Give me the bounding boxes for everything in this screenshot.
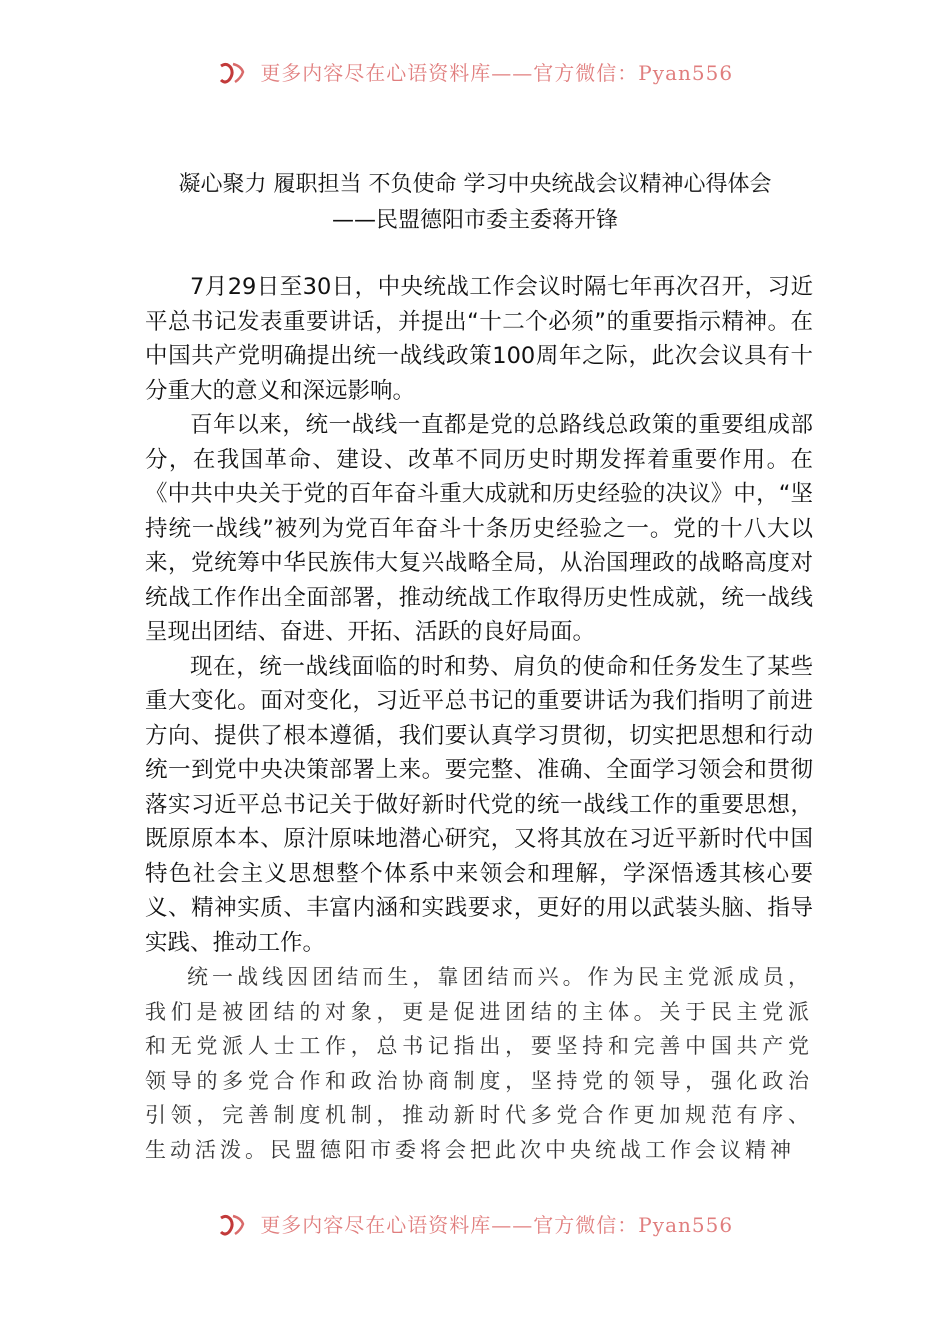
title-author: ——民盟德阳市委主委蒋开锋 [331,208,618,233]
paragraph-1: 7月29日至30日，中央统战工作会议时隔七年再次召开，习近平总书记发表重要讲话，并提出“十二个必须”的重要指示精神。在中国共产党明确提出统一战线政策100周年之际，此次会议具有十分重大的意义和深远影响。 [145,274,813,404]
watermark-text: 更多内容尽在心语资料库——官方微信：Pyan556 [260,1212,734,1237]
document-title [0,167,950,239]
watermark-logo-icon [217,1212,247,1238]
title-main: 凝心聚力 履职担当 不负使命 学习中央统战会议精神心得体会 [178,172,772,197]
watermark-footer [0,1208,950,1238]
watermark-text: 更多内容尽在心语资料库——官方微信：Pyan556 [260,60,734,85]
paragraph-3: 现在，统一战线面临的时和势、肩负的使命和任务发生了某些重大变化。面对变化，习近平总书记的重要讲话为我们指明了前进方向、提供了根本遵循，我们要认真学习贯彻，切实把思想和行动统一到党中央决策部署上来。要完整、准确、全面学习领会和贯彻落实习近平总书记关于做好新时代党的统一战线工作的重要思想，既原原本本、原汁原味地潜心研究，又将其放在习近平新时代中国特色社会主义思想整个体系中来领会和理解，学深悟透其核心要义、精神实质、丰富内涵和实践要求，更好的用以武装头脑、指导实践、推动工作。 [145,653,813,956]
paragraph-2: 百年以来，统一战线一直都是党的总路线总政策的重要组成部分，在我国革命、建设、改革不同历史时期发挥着重要作用。在《中共中央关于党的百年奋斗重大成就和历史经验的决议》中，“坚持统一战线”被列为党百年奋斗十条历史经验之一。党的十八大以来，党统筹中华民族伟大复兴战略全局，从治国理政的战略高度对统战工作作出全面部署，推动统战工作取得历史性成就，统一战线呈现出团结、奋进、开拓、活跃的良好局面。 [145,412,813,645]
watermark-header [0,56,950,86]
watermark-logo-icon [217,60,247,86]
paragraph-4: 统一战线因团结而生，靠团结而兴。作为民主党派成员，我们是被团结的对象，更是促进团结的主体。关于民主党派和无党派人士工作，总书记指出，要坚持和完善中国共产党领导的多党合作和政治协商制度，坚持党的领导，强化政治引领，完善制度机制，推动新时代多党合作更加规范有序、生动活泼。民盟德阳市委将会把此次中央统战工作会议精神 [145,965,813,1162]
document-body [145,270,813,1167]
